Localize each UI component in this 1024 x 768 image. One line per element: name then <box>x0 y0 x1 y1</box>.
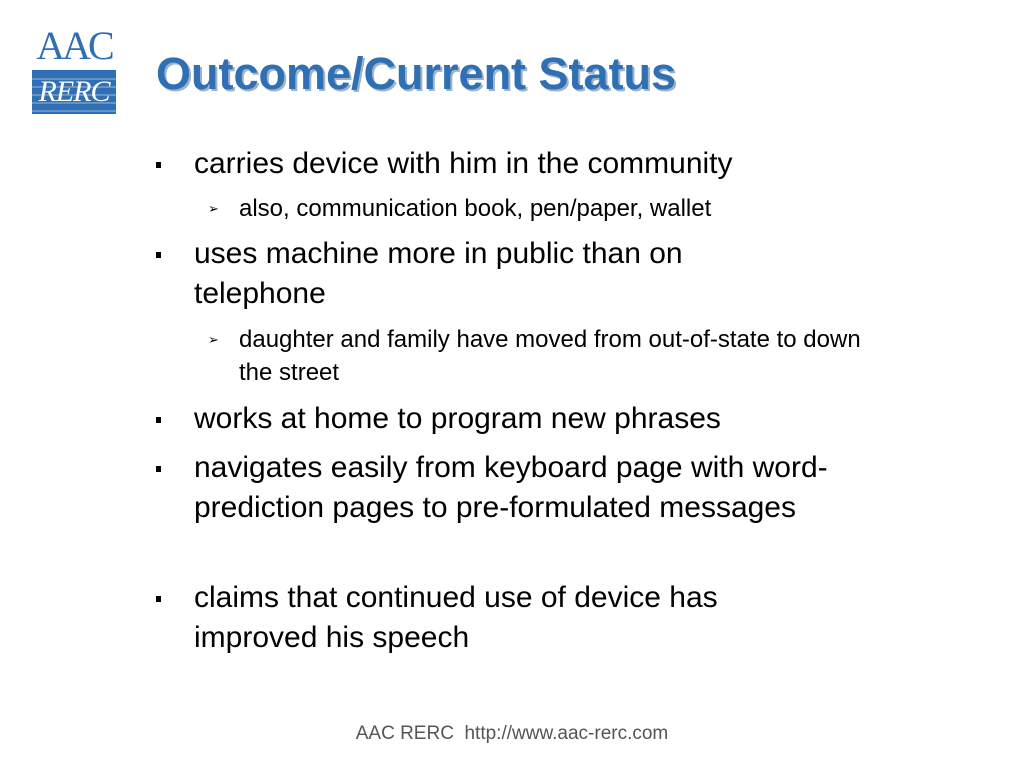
square-bullet-icon <box>156 417 161 423</box>
square-bullet-icon <box>156 252 161 258</box>
sub-bullet-item-1 <box>208 192 899 225</box>
square-bullet-icon <box>156 466 161 472</box>
square-bullet-icon <box>156 162 161 168</box>
bullet-item-2 <box>194 234 794 314</box>
footer-org: AAC RERC <box>355 723 454 744</box>
slide-title: Outcome/Current Status <box>156 48 677 99</box>
arrow-bullet-icon: ➢ <box>208 201 219 216</box>
bullet-text: works at home to program new phrases <box>194 402 721 435</box>
footer-url: http://www.aac-rerc.com <box>464 723 669 744</box>
sub-bullet-text: also, communication book, pen/paper, wallet <box>239 195 712 222</box>
aac-rerc-logo <box>32 23 116 114</box>
bullet-text: claims that continued use of device has improved his speech <box>194 581 718 654</box>
bullet-item-4 <box>194 448 834 528</box>
logo-aac-text: AAC <box>36 23 112 68</box>
square-bullet-icon <box>156 596 161 602</box>
logo-rerc-text: RERC <box>38 75 110 108</box>
arrow-bullet-icon: ➢ <box>208 332 219 347</box>
sub-bullet-item-2 <box>208 323 879 389</box>
logo-rerc-box <box>32 70 116 114</box>
bullet-text: uses machine more in public than on telephone <box>194 237 683 310</box>
sub-bullet-text: daughter and family have moved from out-of-state to down the street <box>239 326 861 386</box>
bullet-item-1 <box>194 144 874 184</box>
bullet-text: carries device with him in the community <box>194 147 733 180</box>
bullet-item-3 <box>194 399 874 439</box>
bullet-item-5 <box>194 578 814 658</box>
slide-footer <box>0 722 1024 746</box>
bullet-text: navigates easily from keyboard page with word-prediction pages to pre-formulated messages <box>194 451 828 524</box>
